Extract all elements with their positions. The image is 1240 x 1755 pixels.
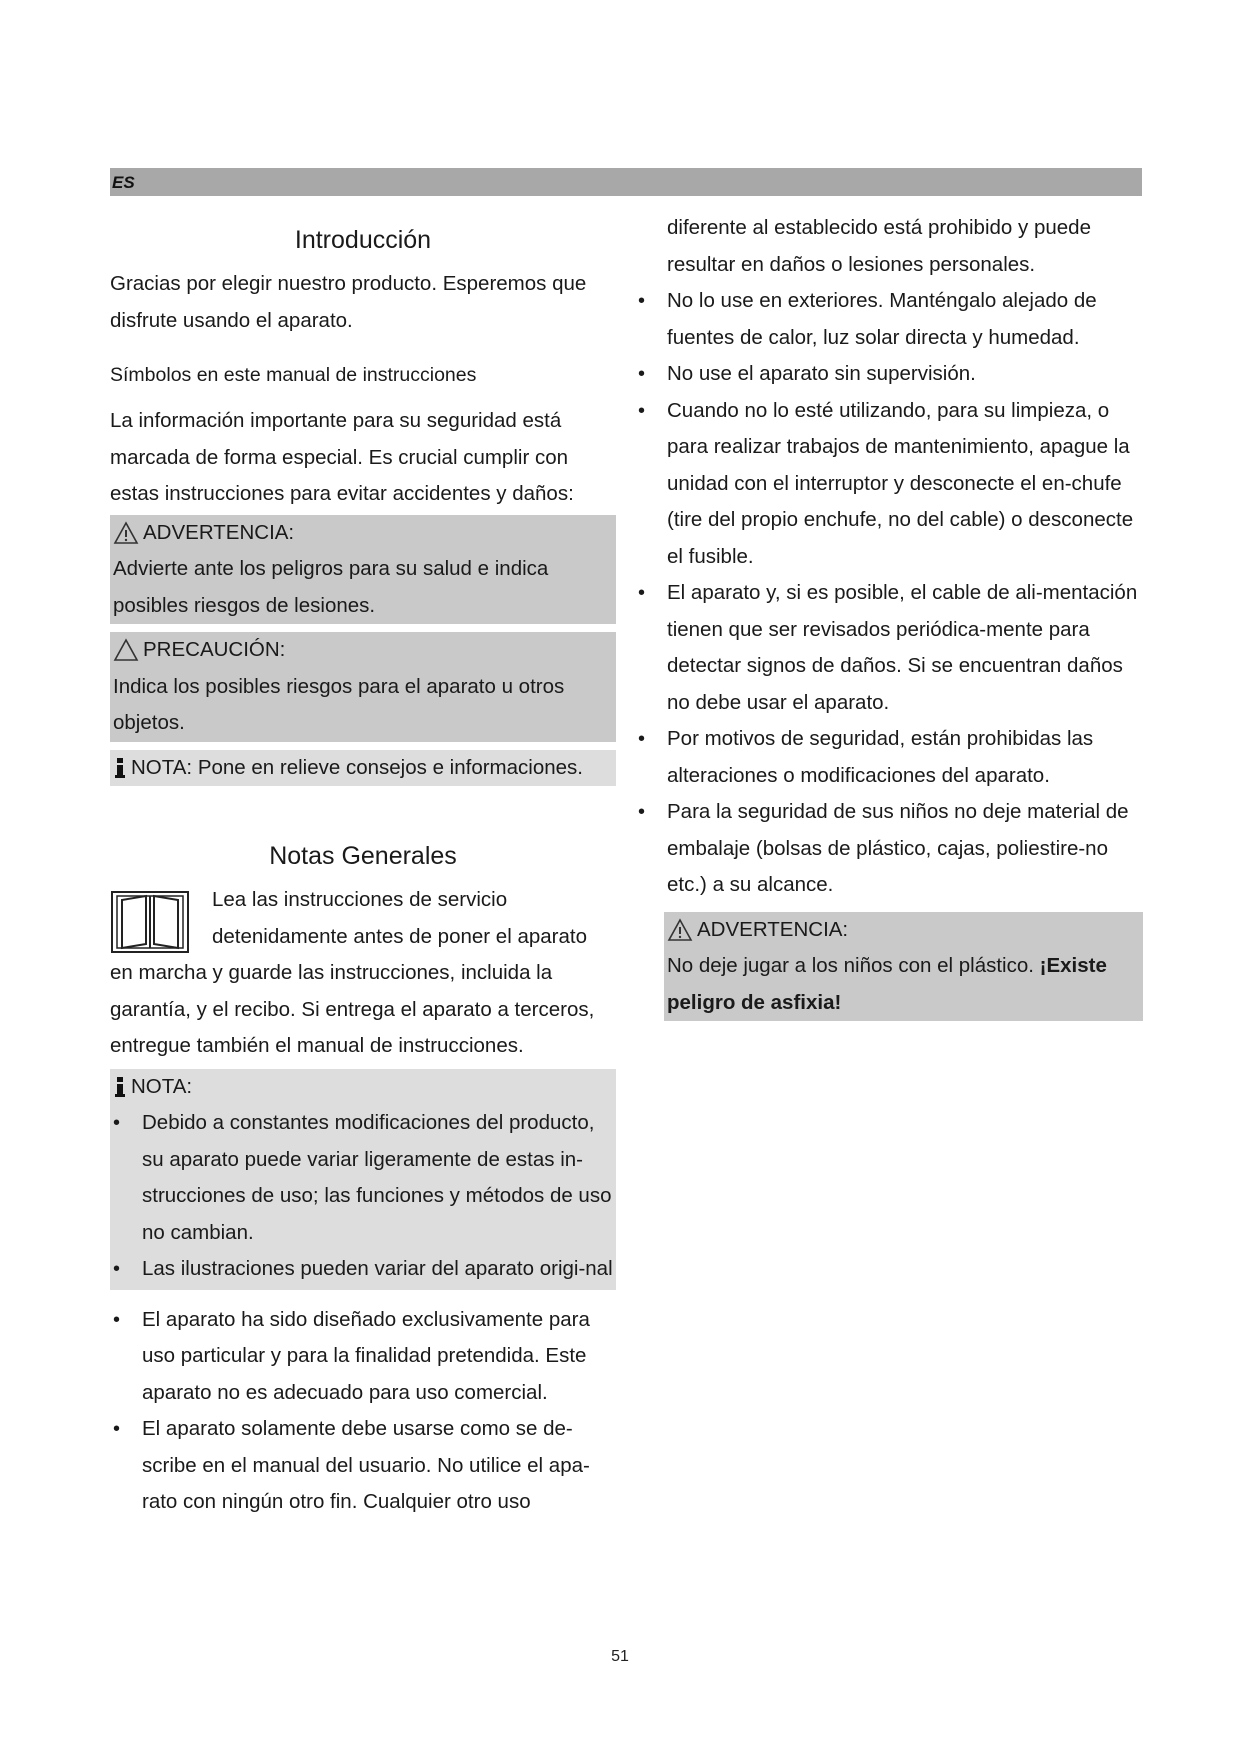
- safety-bullet-list: [635, 283, 1143, 904]
- page-number: 51: [611, 1648, 629, 1665]
- warning-text-right: No deje jugar a los niños con el plástico.: [667, 954, 1040, 977]
- warning-text: Advierte ante los peligros para su salud e indica: [113, 557, 549, 580]
- header-bar: [110, 168, 1142, 196]
- open-book-icon: [110, 888, 190, 954]
- symbols-line: marcada de forma especial. Es crucial cumplir con: [110, 445, 569, 469]
- read-line: Lea las instrucciones de servicio: [212, 888, 508, 911]
- caution-triangle-icon: [113, 638, 139, 662]
- caution-text: objetos.: [113, 711, 185, 734]
- list-item: • El aparato solamente debe usarse como se de-scribe en el manual del usuario. No utilice el apa-rato con ningún otro fin. Cualquier otro uso: [110, 1411, 616, 1521]
- warning-text: posibles riesgos de lesiones.: [113, 593, 376, 617]
- intro-title: Introducción: [294, 226, 432, 254]
- symbols-line: La información importante para su seguridad está: [110, 409, 562, 432]
- read-full-line: garantía, y el recibo. Si entrega el aparato a terceros,: [110, 997, 595, 1021]
- list-item: • El aparato ha sido diseñado exclusivamente para uso particular y para la finalidad pretendida. Este aparato no es adecuado para uso comercial.: [110, 1302, 616, 1412]
- symbols-line: estas instrucciones para evitar accidentes y daños:: [110, 482, 574, 505]
- note-box-label: NOTA:: [131, 1074, 193, 1098]
- note-bullet-list: [110, 1105, 613, 1288]
- intro-line: disfrute usando el aparato.: [110, 308, 353, 332]
- read-line: detenidamente antes de poner el aparato: [212, 924, 587, 948]
- general-notes-title: Notas Generales: [269, 842, 457, 870]
- warning-box: [110, 515, 616, 625]
- continuation-line: diferente al establecido está prohibido y puede: [667, 216, 1091, 239]
- warning-label-right: ADVERTENCIA:: [697, 917, 849, 941]
- list-item: • Por motivos de seguridad, están prohibidas las alteraciones o modificaciones del aparato.: [635, 721, 1143, 794]
- warning-box-right: [664, 912, 1143, 1022]
- note-label: NOTA:: [131, 755, 193, 779]
- warning-triangle-icon: [113, 521, 139, 545]
- list-item: • No lo use en exteriores. Manténgalo alejado de fuentes de calor, luz solar directa y humedad.: [635, 283, 1143, 356]
- caution-text: Indica los posibles riesgos para el aparato u otros: [113, 674, 565, 698]
- symbols-title: Símbolos en este manual de instrucciones: [110, 364, 477, 386]
- right-column: [667, 210, 1143, 1021]
- caution-label: PRECAUCIÓN:: [143, 638, 286, 661]
- continuation-line: resultar en daños o lesiones personales.: [667, 252, 1036, 276]
- intro-line: Gracias por elegir nuestro producto. Esperemos que: [110, 272, 587, 295]
- warning-triangle-icon: [667, 918, 693, 942]
- note-inline-box: [110, 750, 616, 787]
- read-full-line: entregue también el manual de instrucciones.: [110, 1034, 524, 1057]
- list-item: • Para la seguridad de sus niños no deje material de embalaje (bolsas de plástico, cajas, poliestire-no etc.) a su alcance.: [635, 794, 1143, 904]
- note-box: [110, 1069, 616, 1290]
- warning-label: ADVERTENCIA:: [143, 520, 295, 544]
- general-bullet-list: [110, 1302, 616, 1521]
- list-item: • Debido a constantes modificaciones del producto, su aparato puede variar ligeramente de estas in-strucciones de uso; las funciones y métodos de uso no cambian.: [110, 1105, 613, 1251]
- language-tag: ES: [112, 173, 135, 192]
- list-item: • Las ilustraciones pueden variar del aparato origi-nal: [110, 1251, 613, 1288]
- left-column: [110, 210, 616, 1521]
- note-text: Pone en relieve consejos e informaciones.: [192, 755, 583, 779]
- list-item: • Cuando no lo esté utilizando, para su limpieza, o para realizar trabajos de mantenimiento, apague la unidad con el interruptor y desconecte el en-chufe (tire del propio enchufe, no del cable) o desconecte el fusible.: [635, 393, 1143, 576]
- info-icon: [113, 756, 127, 780]
- list-item: • El aparato y, si es posible, el cable de ali-mentación tienen que ser revisados periódica-mente para detectar signos de daños. Si se encuentran daños no debe usar el aparato.: [635, 575, 1143, 721]
- list-item: • No use el aparato sin supervisión.: [635, 356, 1143, 393]
- info-icon: [113, 1075, 127, 1099]
- caution-box: [110, 632, 616, 742]
- read-full-line: en marcha y guarde las instrucciones, incluida la: [110, 961, 553, 984]
- warning-emphasis: ¡Existe peligro de asfixia!: [667, 954, 1107, 1014]
- read-instructions-block: [110, 882, 616, 955]
